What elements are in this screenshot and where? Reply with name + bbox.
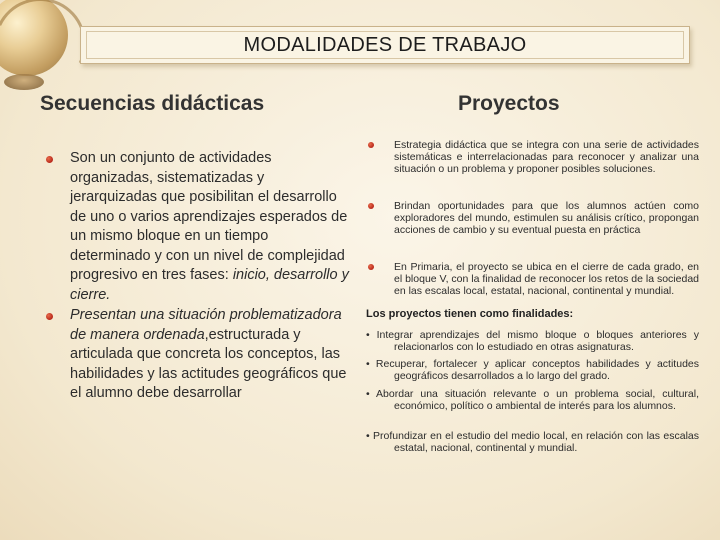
- proyectos-item-1: Estrategia didáctica que se integra con una serie de actividades sistemáticas e interrelacionadas para reconocer y analizar una situación o un problema y proponer posibles soluciones.: [394, 139, 699, 176]
- finalidad-item-1: • Integrar aprendizajes del mismo bloque o bloques anteriores y relacionarlos con lo estudiado en otras asignaturas.: [366, 329, 699, 354]
- bullet-icon: [46, 156, 53, 163]
- bullet-icon: [46, 313, 53, 320]
- finalidad-item-2: • Recuperar, fortalecer y aplicar conceptos habilidades y actitudes geográficos desarrollados a lo largo del grado.: [366, 358, 699, 383]
- secuencias-item-2-italic: Presentan una situación problematizadora de manera ordenada: [70, 307, 342, 343]
- secuencias-item-2: [70, 306, 350, 404]
- secuencias-item-1-text: Son un conjunto de actividades organizadas, sistematizadas y jerarquizadas que posibilitan el desarrollo de uno o varios aprendizajes esperados de un mismo bloque en un tiempo determinado y con un nivel de complejidad progresivo en tres fases:: [70, 150, 348, 283]
- secuencias-item-1-phases: inicio, desarrollo y cierre.: [70, 267, 349, 303]
- proyectos-item-3: En Primaria, el proyecto se ubica en el cierre de cada grado, en el bloque V, con la finalidad de reconocer los retos de la sociedad en las escalas local, estatal, nacional, continental y mundial.: [394, 261, 699, 298]
- bullet-icon: [368, 203, 374, 209]
- secuencias-item-2-text: ,estructurada y articulada que concreta los conceptos, las habilidades y las actitudes geográficos que el alumno debe desarrollar: [70, 326, 347, 401]
- title-box: [80, 26, 690, 64]
- bullet-icon: [368, 142, 374, 148]
- slide-title: MODALIDADES DE TRABAJO: [243, 33, 527, 56]
- finalidad-item-3: • Abordar una situación relevante o un problema social, cultural, económico, político o ambiental de interés para los alumnos.: [366, 388, 699, 413]
- proyectos-item-2: Brindan oportunidades para que los alumnos actúen como exploradores del mundo, estimulen su análisis crítico, propongan acciones de cambio y su eventual puesta en práctica: [394, 200, 699, 237]
- bullet-icon: [368, 264, 374, 270]
- finalidades-title: Los proyectos tienen como finalidades:: [366, 308, 574, 320]
- secuencias-item-1: [70, 149, 350, 305]
- heading-secuencias: Secuencias didácticas: [40, 92, 265, 115]
- heading-proyectos: Proyectos: [458, 92, 560, 115]
- finalidad-item-4: • Profundizar en el estudio del medio local, en relación con las escalas estatal, nacional, continental y mundial.: [366, 430, 699, 455]
